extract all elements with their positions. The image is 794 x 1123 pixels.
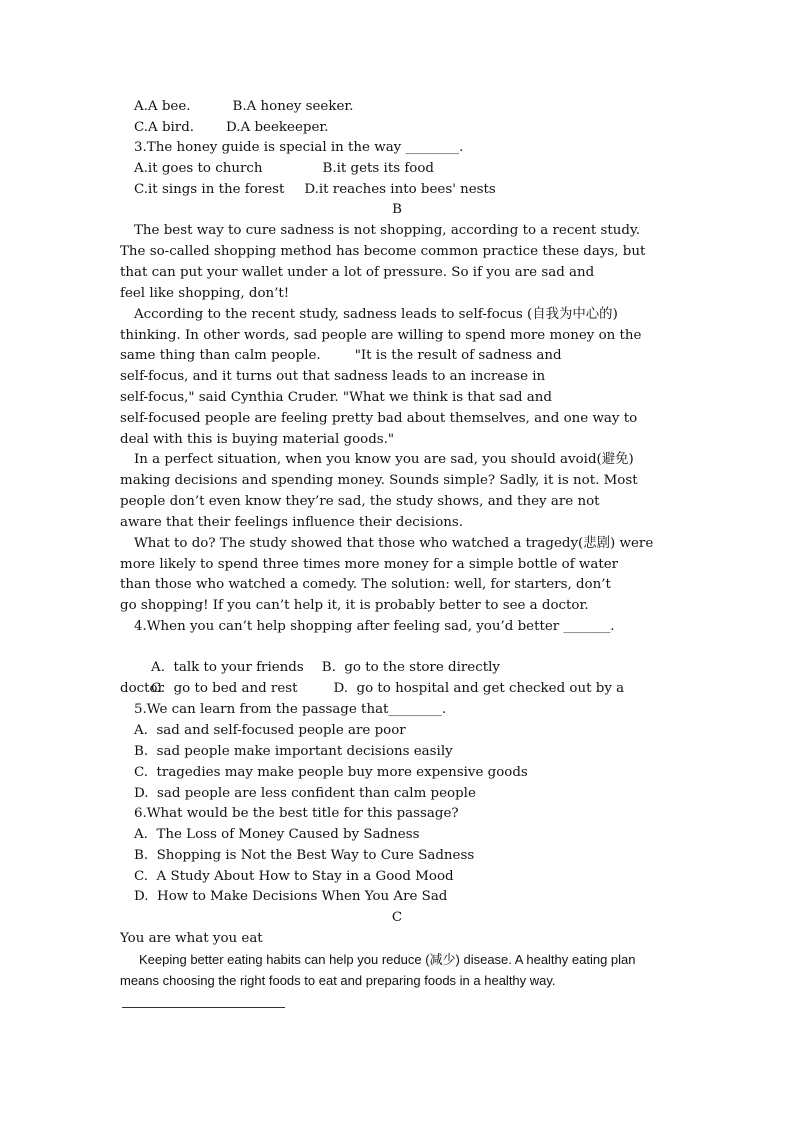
q2-options-row-2	[134, 118, 694, 138]
c-paragraph-1-line: means choosing the right foods to eat and preparing foods in a healthy way.	[120, 973, 556, 988]
q5-option: D. sad people are less confident than calm people	[134, 786, 476, 801]
b-paragraph-3-line: making decisions and spending money. Sounds simple? Sadly, it is not. Most	[120, 473, 638, 488]
b-paragraph-2-line: self-focus, and it turns out that sadness leads to an increase in	[120, 369, 546, 384]
q4-option-d: D. go to hospital and get checked out by a	[333, 681, 625, 696]
b-paragraph-4-line: What to do? The study showed that those who watched a tragedy(悲剧) were	[134, 536, 654, 551]
c-paragraph-1-line: Keeping better eating habits can help you reduce (减少) disease. A healthy eating plan	[139, 952, 636, 967]
q2-option-a: A.A bee.	[134, 99, 191, 114]
q4-stem: 4.When you can’t help shopping after feeling sad, you’d better _______.	[134, 619, 615, 634]
q3-stem: 3.The honey guide is special in the way ________.	[134, 140, 464, 155]
b-paragraph-3-line: aware that their feelings influence their decisions.	[120, 515, 464, 530]
b-paragraph-2-line: thinking. In other words, sad people are willing to spend more money on the	[120, 328, 642, 343]
section-heading-b: B	[392, 202, 402, 217]
b-paragraph-4-line: than those who watched a comedy. The solution: well, for starters, don’t	[120, 577, 611, 592]
footnote-divider	[122, 1007, 285, 1008]
q5-option: C. tragedies may make people buy more expensive goods	[134, 765, 528, 780]
b-paragraph-2-line: deal with this is buying material goods."	[120, 432, 395, 447]
q6-option: B. Shopping is Not the Best Way to Cure Sadness	[134, 848, 475, 863]
b-paragraph-2-line: self-focus," said Cynthia Cruder. "What we think is that sad and	[120, 390, 552, 405]
q5-option: B. sad people make important decisions easily	[134, 744, 453, 759]
b-paragraph-3-line: In a perfect situation, when you know you are sad, you should avoid(避免)	[134, 452, 634, 467]
q2-options-row-1	[134, 97, 694, 117]
q6-option: C. A Study About How to Stay in a Good Mood	[134, 869, 454, 884]
b-paragraph-4-line: more likely to spend three times more money for a simple bottle of water	[120, 557, 619, 572]
b-paragraph-3-line: people don’t even know they’re sad, the study shows, and they are not	[120, 494, 600, 509]
b-paragraph-2-line: self-focused people are feeling pretty bad about themselves, and one way to	[120, 411, 638, 426]
b-paragraph-4-line: go shopping! If you can’t help it, it is probably better to see a doctor.	[120, 598, 589, 613]
q5-stem: 5.We can learn from the passage that________.	[134, 702, 447, 717]
b-paragraph-1-line: The so-called shopping method has become common practice these days, but	[120, 244, 646, 259]
q5-option: A. sad and self-focused people are poor	[134, 723, 406, 738]
b-paragraph-1-line: The best way to cure sadness is not shopping, according to a recent study.	[134, 223, 641, 238]
q2-option-b: B.A honey seeker.	[232, 99, 354, 114]
b-paragraph-2-line: same thing than calm people. "It is the result of sadness and	[120, 348, 562, 363]
q4-option-d-continued: doctor	[120, 681, 164, 696]
q4-option-c: C. go to bed and rest	[151, 681, 298, 696]
q4-option-a: A. talk to your friends	[151, 660, 304, 675]
q2-option-d: D.A beekeeper.	[226, 120, 329, 135]
q3-option-c: C.it sings in the forest	[134, 182, 285, 197]
b-paragraph-1-line: feel like shopping, don’t!	[120, 286, 290, 301]
q2-option-c: C.A bird.	[134, 120, 195, 135]
b-paragraph-2-line: According to the recent study, sadness leads to self-focus (自我为中心的)	[134, 307, 618, 322]
b-paragraph-1-line: that can put your wallet under a lot of pressure. So if you are sad and	[120, 265, 595, 280]
q3-option-a: A.it goes to church	[134, 161, 263, 176]
q4-option-b: B. go to the store directly	[321, 660, 500, 675]
c-title: You are what you eat	[120, 931, 263, 946]
q3-option-d: D.it reaches into bees' nests	[304, 182, 496, 197]
q6-option: A. The Loss of Money Caused by Sadness	[134, 827, 420, 842]
q6-option: D. How to Make Decisions When You Are Sad	[134, 889, 448, 904]
q3-options-row-1	[134, 159, 694, 179]
section-heading-c: C	[391, 910, 403, 925]
q6-stem: 6.What would be the best title for this passage?	[134, 806, 459, 821]
q3-options-row-2	[134, 180, 694, 200]
q4-options-row-1	[134, 638, 694, 675]
q3-option-b: B.it gets its food	[322, 161, 434, 176]
